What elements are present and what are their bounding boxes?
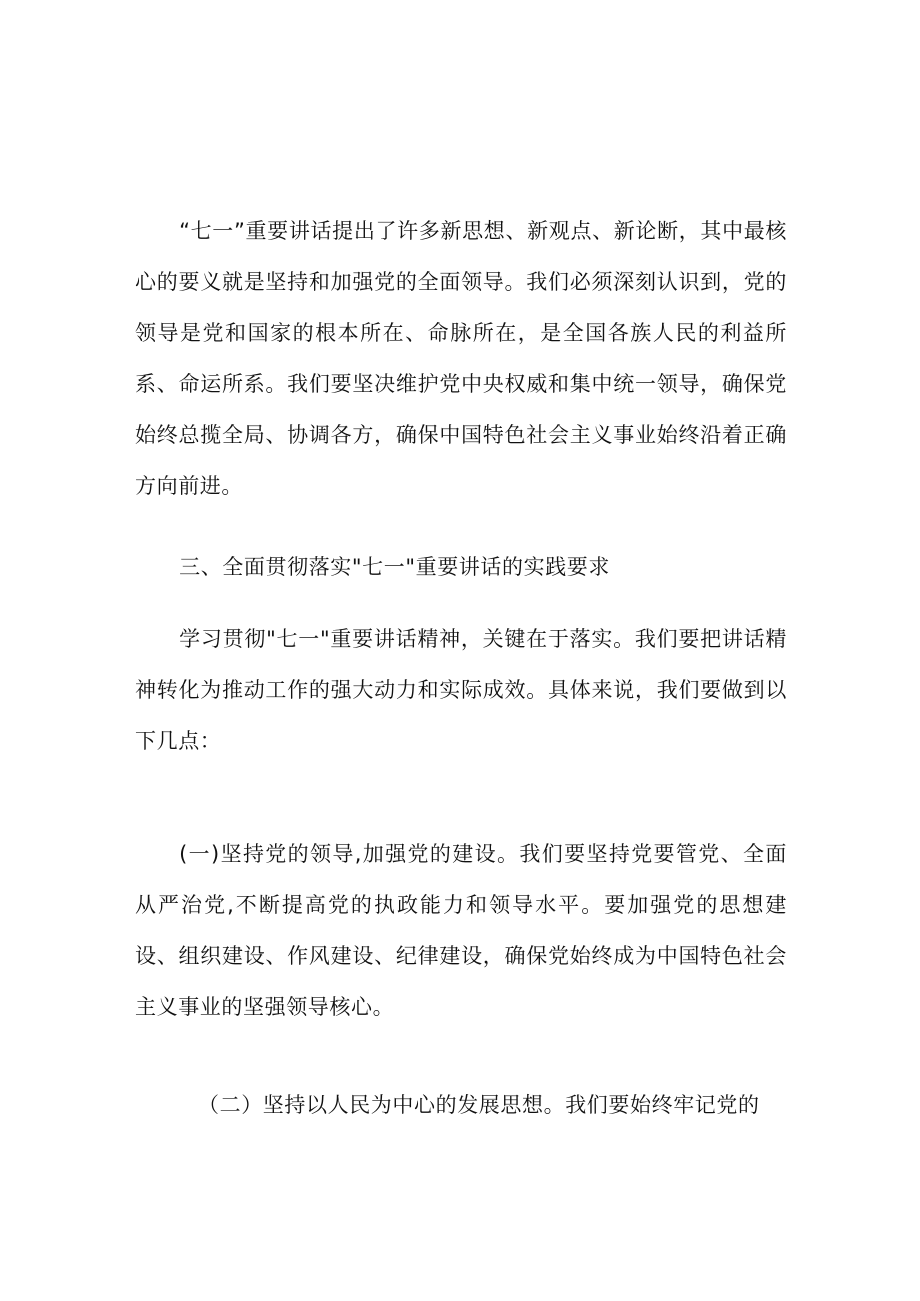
body-paragraph: 学习贯彻"七一"重要讲话精神，关键在于落实。我们要把讲话精神转化为推动工作的强大动力和实际成效。具体来说，我们要做到以下几点：: [135, 627, 787, 753]
body-paragraph: “七一”重要讲话提出了许多新思想、新观点、新论断，其中最核心的要义就是坚持和加强党的全面领导。我们必须深刻认识到，党的领导是党和国家的根本所在、命脉所在，是全国各族人民的利益所系、命运所系。我们要坚决维护党中央权威和集中统一领导，确保党始终总揽全局、协调各方，确保中国特色社会主义事业始终沿着正确方向前进。: [135, 219, 787, 498]
list-item-paragraph: (一)坚持党的领导,加强党的建设。我们要坚持党要管党、全面从严治党,不断提高党的执政能力和领导水平。要加强党的思想建设、组织建设、作风建设、纪律建设，确保党始终成为中国特色社会主义事业的坚强领导核心。: [135, 842, 787, 1019]
section-heading: 三、全面贯彻落实"七一"重要讲话的实践要求: [179, 555, 611, 579]
list-item-paragraph: （二）坚持以人民为中心的发展思想。我们要始终牢记党的: [198, 1093, 760, 1117]
